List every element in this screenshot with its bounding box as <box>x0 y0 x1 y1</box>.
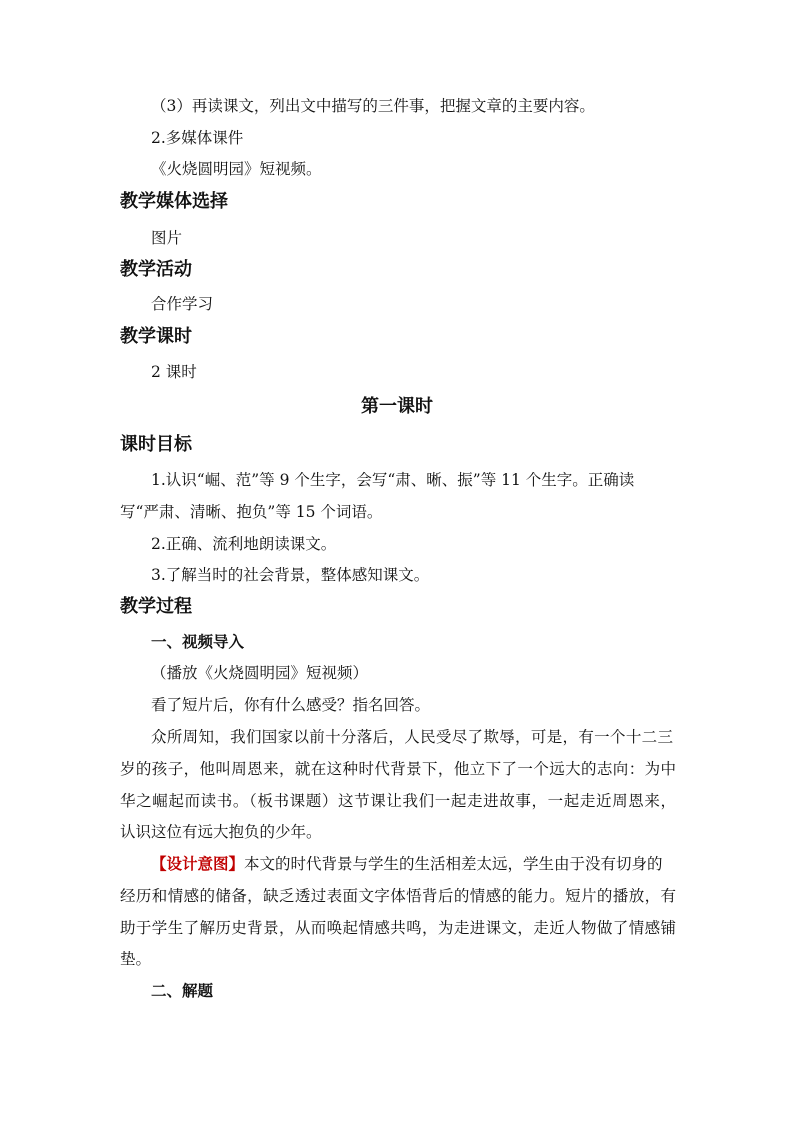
process-ask: 看了短片后，你有什么感受？指名回答。 <box>151 696 431 714</box>
goals-title: 课时目标 <box>120 434 192 455</box>
process-play: （播放《火烧圆明园》短视频） <box>151 664 369 682</box>
goal-1-line-1: 1.认识“崛、范”等 9 个生字，会写“肃、晰、振”等 11 个生字。正确读 <box>151 471 635 489</box>
para-1-line-2: 岁的孩子，他叫周恩来，就在这种时代背景下，他立下了一个远大的志向：为中 <box>120 760 676 778</box>
process-step-2: 二、解题 <box>151 982 214 1000</box>
section-body-activity: 合作学习 <box>151 295 214 313</box>
section-title-hours: 教学课时 <box>120 326 192 347</box>
prep-video: 《火烧圆明园》短视频。 <box>151 160 322 178</box>
para-1-line-1: 众所周知，我们国家以前十分落后，人民受尽了欺辱，可是，有一个十二三 <box>151 728 673 746</box>
lesson-title: 第一课时 <box>361 396 433 417</box>
goal-2: 2.正确、流利地朗读课文。 <box>151 535 337 553</box>
goal-1-line-2: 写“严肃、清晰、抱负”等 15 个词语。 <box>120 503 383 521</box>
section-body-media: 图片 <box>151 229 183 247</box>
para-1-line-3: 华之崛起而读书。（板书课题）这节课让我们一起走进故事，一起走近周恩来， <box>120 792 676 810</box>
design-line-2: 经历和情感的储备，缺乏透过表面文字体悟背后的情感的能力。短片的播放，有 <box>120 887 676 905</box>
section-title-media: 教学媒体选择 <box>120 191 228 212</box>
prep-item-media: 2.多媒体课件 <box>151 129 244 147</box>
design-text-1: 本文的时代背景与学生的生活相差太远，学生由于没有切身的 <box>244 855 663 873</box>
design-intent-label: 【设计意图】 <box>151 855 245 873</box>
section-title-activity: 教学活动 <box>120 259 192 280</box>
section-body-hours: 2 课时 <box>151 363 197 381</box>
prep-item-3: （3）再读课文，列出文中描写的三件事，把握文章的主要内容。 <box>151 97 595 115</box>
design-line-4: 垫。 <box>120 950 152 968</box>
process-step-1: 一、视频导入 <box>151 633 245 651</box>
design-line-3: 助于学生了解历史背景，从而唤起情感共鸣，为走进课文，走近人物做了情感铺 <box>120 919 676 937</box>
para-1-line-4: 认识这位有远大抱负的少年。 <box>120 823 322 841</box>
design-line-1 <box>151 854 673 874</box>
process-title: 教学过程 <box>120 596 192 617</box>
goal-3: 3.了解当时的社会背景，整体感知课文。 <box>151 566 430 584</box>
